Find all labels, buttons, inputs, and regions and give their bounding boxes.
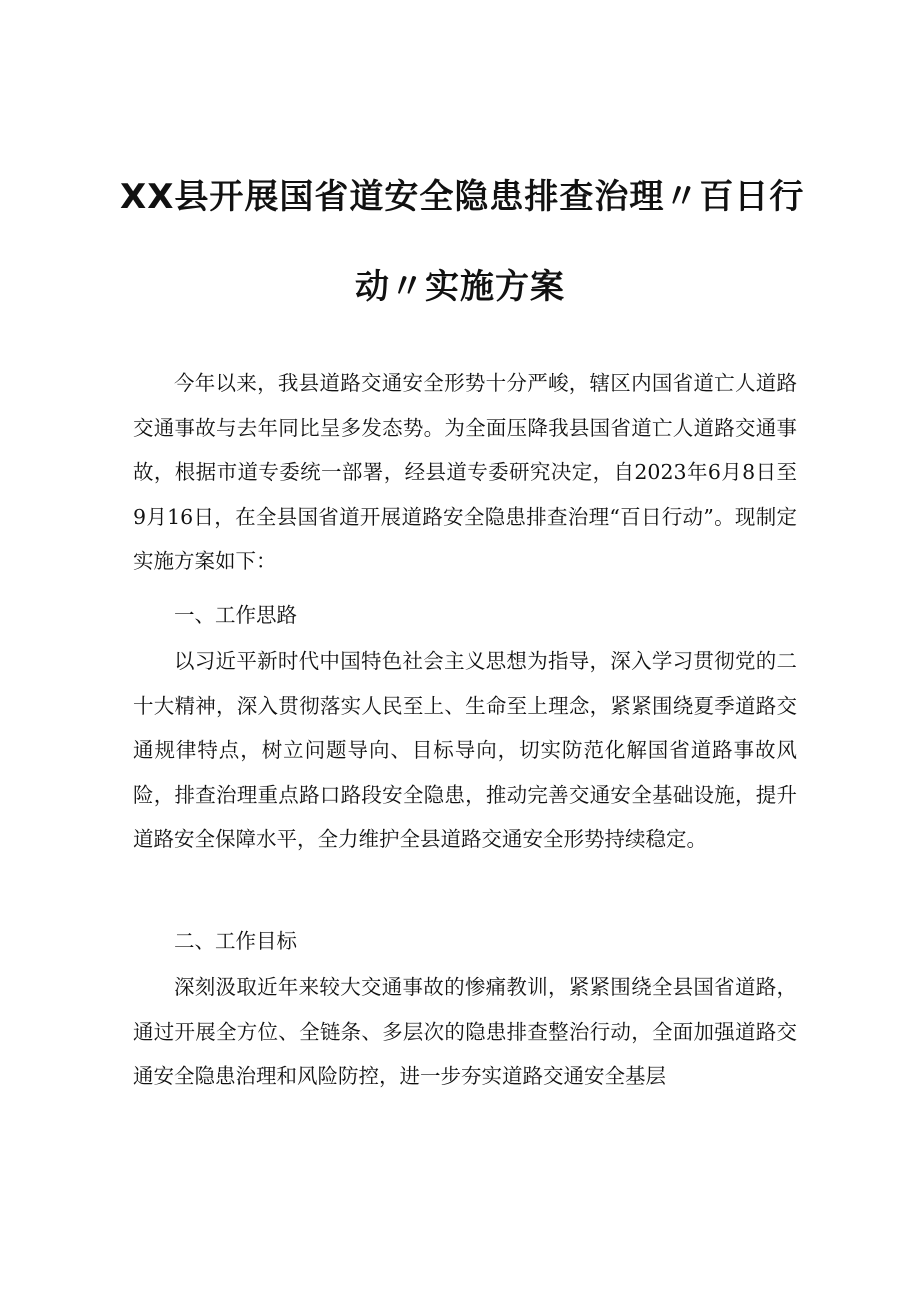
section-1-heading: 一、工作思路 (174, 603, 297, 627)
section-1-paragraph: 以习近平新时代中国特色社会主义思想为指导，深入学习贯彻党的二十大精神，深入贯彻落实人民至上、生命至上理念，紧紧围绕夏季道路交通规律特点，树立问题导向、目标导向，切实防范化解国省道路事故风险，排查治理重点路口路段安全隐患，推动完善交通安全基础设施，提升道路安全保障水平，全力维护全县道路交通安全形势持续稳定。 (133, 649, 797, 851)
section-2-paragraph: 深刻汲取近年来较大交通事故的惨痛教训，紧紧围绕全县国省道路，通过开展全方位、全链条、多层次的隐患排查整治行动，全面加强道路交通安全隐患治理和风险防控，进一步夯实道路交通安全基层 (133, 975, 797, 1088)
section-2-heading: 二、工作目标 (174, 929, 297, 953)
document-title-line-2: 动〃实施方案 (355, 267, 565, 307)
document-title-line-1: XX县开展国省道安全隐患排查治理〃百日行 (120, 177, 805, 217)
intro-paragraph: 今年以来，我县道路交通安全形势十分严峻，辖区内国省道亡人道路交通事故与去年同比呈多发态势。为全面压降我县国省道亡人道路交通事故，根据市道专委统一部署，经县道专委研究决定，自2023年6月8日至9月16日，在全县国省道开展道路安全隐患排查治理“百日行动”。现制定实施方案如下： (133, 371, 797, 573)
